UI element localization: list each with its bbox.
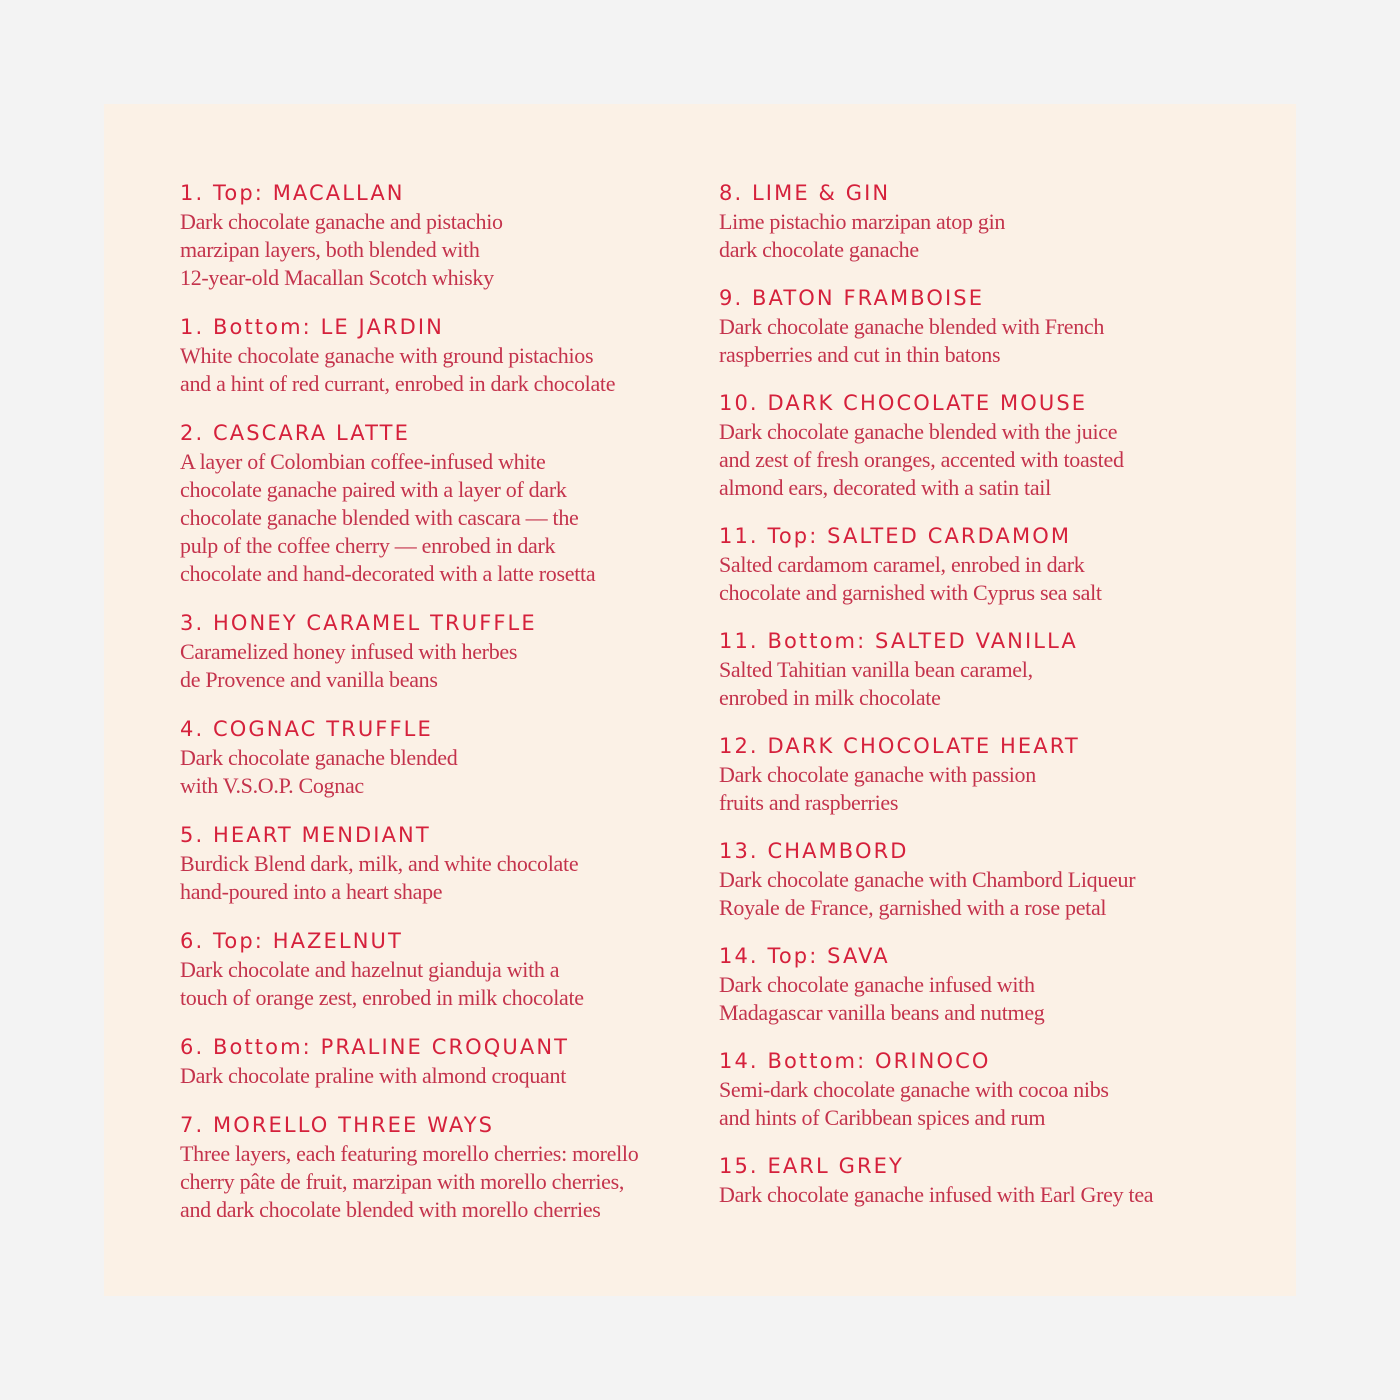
- description-line: Three layers, each featuring morello cherries: morello: [180, 1141, 639, 1166]
- description-line: Salted Tahitian vanilla bean caramel,: [719, 657, 1033, 682]
- chocolate-title: 10. DARK CHOCOLATE MOUSE: [719, 391, 1088, 415]
- chocolate-description: [719, 1181, 1239, 1209]
- chocolate-item-3-honey-caramel-truffle: [180, 610, 700, 694]
- chocolate-description: [719, 761, 1239, 817]
- chocolate-item-1-top-macallan: [180, 180, 700, 292]
- chocolate-item-7-morello-three-ways: [180, 1112, 700, 1224]
- description-line: Dark chocolate ganache blended with French: [719, 314, 1105, 339]
- chocolate-description: [719, 971, 1239, 1027]
- chocolate-description: [180, 448, 700, 588]
- description-line: almond ears, decorated with a satin tail: [719, 475, 1051, 500]
- description-line: and zest of fresh oranges, accented with toasted: [719, 447, 1124, 472]
- description-line: Dark chocolate ganache and pistachio: [180, 209, 503, 234]
- chocolate-title: 13. CHAMBORD: [719, 839, 909, 863]
- description-line: Caramelized honey infused with herbes: [180, 639, 518, 664]
- description-line: Royale de France, garnished with a rose petal: [719, 895, 1107, 920]
- chocolate-title: 7. MORELLO THREE WAYS: [180, 1113, 495, 1137]
- description-line: chocolate ganache blended with cascara — the: [180, 505, 579, 530]
- chocolate-title: 5. HEART MENDIANT: [180, 823, 431, 847]
- chocolate-description: [719, 551, 1239, 607]
- chocolate-description: [180, 744, 700, 800]
- description-line: enrobed in milk chocolate: [719, 685, 941, 710]
- chocolate-title: 4. COGNAC TRUFFLE: [180, 717, 433, 741]
- description-line: raspberries and cut in thin batons: [719, 342, 1001, 367]
- description-line: Dark chocolate ganache with passion: [719, 762, 1036, 787]
- chocolate-description: [719, 656, 1239, 712]
- chocolate-item-9-baton-framboise: [719, 285, 1239, 369]
- description-line: Burdick Blend dark, milk, and white chocolate: [180, 851, 579, 876]
- chocolate-description: [180, 1062, 700, 1090]
- chocolate-description: [180, 638, 700, 694]
- chocolate-description: [719, 866, 1239, 922]
- chocolate-description: [719, 208, 1239, 264]
- chocolate-title: 11. Top: SALTED CARDAMOM: [719, 524, 1072, 548]
- chocolate-title: 14. Bottom: ORINOCO: [719, 1049, 991, 1073]
- description-line: Dark chocolate ganache infused with: [719, 972, 1035, 997]
- description-line: pulp of the coffee cherry — enrobed in dark: [180, 533, 556, 558]
- description-line: hand-poured into a heart shape: [180, 879, 443, 904]
- chocolate-title: 1. Bottom: LE JARDIN: [180, 315, 444, 339]
- description-line: Dark chocolate ganache infused with Earl Grey tea: [719, 1182, 1154, 1207]
- chocolate-description: [180, 342, 700, 398]
- chocolate-title: 3. HONEY CARAMEL TRUFFLE: [180, 611, 537, 635]
- menu-card: [104, 104, 1296, 1296]
- description-line: Lime pistachio marzipan atop gin: [719, 209, 1006, 234]
- chocolate-title: 14. Top: SAVA: [719, 944, 890, 968]
- description-line: dark chocolate ganache: [719, 237, 919, 262]
- description-line: White chocolate ganache with ground pistachios: [180, 343, 594, 368]
- chocolate-title: 2. CASCARA LATTE: [180, 421, 410, 445]
- chocolate-title: 8. LIME & GIN: [719, 181, 891, 205]
- chocolate-description: [180, 1140, 700, 1224]
- chocolate-item-6-top-hazelnut: [180, 928, 700, 1012]
- chocolate-item-1-bottom-le-jardin: [180, 314, 700, 398]
- chocolate-item-8-lime-gin: [719, 180, 1239, 264]
- description-line: Madagascar vanilla beans and nutmeg: [719, 1000, 1045, 1025]
- description-line: Salted cardamom caramel, enrobed in dark: [719, 552, 1085, 577]
- description-line: Dark chocolate and hazelnut gianduja with a: [180, 957, 560, 982]
- chocolate-title: 6. Top: HAZELNUT: [180, 929, 403, 953]
- right-column: [719, 180, 1239, 1209]
- description-line: and a hint of red currant, enrobed in dark chocolate: [180, 371, 616, 396]
- chocolate-title: 6. Bottom: PRALINE CROQUANT: [180, 1035, 570, 1059]
- chocolate-description: [180, 850, 700, 906]
- description-line: Dark chocolate ganache with Chambord Liqueur: [719, 867, 1136, 892]
- description-line: and dark chocolate blended with morello cherries: [180, 1197, 601, 1222]
- chocolate-item-11-bottom-salted-vanilla: [719, 628, 1239, 712]
- description-line: Dark chocolate ganache blended: [180, 745, 458, 770]
- chocolate-description: [719, 1076, 1239, 1132]
- chocolate-item-13-chambord: [719, 838, 1239, 922]
- description-line: A layer of Colombian coffee-infused white: [180, 449, 546, 474]
- description-line: and hints of Caribbean spices and rum: [719, 1105, 1046, 1130]
- chocolate-item-15-earl-grey: [719, 1153, 1239, 1209]
- chocolate-item-5-heart-mendiant: [180, 822, 700, 906]
- chocolate-item-4-cognac-truffle: [180, 716, 700, 800]
- left-column: [180, 180, 700, 1224]
- chocolate-item-14-bottom-orinoco: [719, 1048, 1239, 1132]
- description-line: Semi-dark chocolate ganache with cocoa nibs: [719, 1077, 1109, 1102]
- description-line: touch of orange zest, enrobed in milk chocolate: [180, 985, 584, 1010]
- chocolate-item-2-cascara-latte: [180, 420, 700, 588]
- chocolate-title: 9. BATON FRAMBOISE: [719, 286, 985, 310]
- description-line: chocolate ganache paired with a layer of dark: [180, 477, 567, 502]
- description-line: marzipan layers, both blended with: [180, 237, 480, 262]
- description-line: Dark chocolate ganache blended with the juice: [719, 419, 1118, 444]
- description-line: de Provence and vanilla beans: [180, 667, 438, 692]
- chocolate-description: [180, 208, 700, 292]
- chocolate-description: [180, 956, 700, 1012]
- chocolate-title: 12. DARK CHOCOLATE HEART: [719, 734, 1080, 758]
- chocolate-item-6-bottom-praline-croquant: [180, 1034, 700, 1090]
- chocolate-description: [719, 418, 1239, 502]
- chocolate-item-10-dark-chocolate-mouse: [719, 390, 1239, 502]
- chocolate-title: 15. EARL GREY: [719, 1154, 904, 1178]
- chocolate-item-11-top-salted-cardamom: [719, 523, 1239, 607]
- description-line: with V.S.O.P. Cognac: [180, 773, 364, 798]
- description-line: Dark chocolate praline with almond croquant: [180, 1063, 567, 1088]
- chocolate-title: 1. Top: MACALLAN: [180, 181, 405, 205]
- chocolate-description: [719, 313, 1239, 369]
- chocolate-item-12-dark-chocolate-heart: [719, 733, 1239, 817]
- chocolate-title: 11. Bottom: SALTED VANILLA: [719, 629, 1078, 653]
- description-line: 12-year-old Macallan Scotch whisky: [180, 265, 494, 290]
- chocolate-item-14-top-sava: [719, 943, 1239, 1027]
- description-line: fruits and raspberries: [719, 790, 899, 815]
- description-line: chocolate and garnished with Cyprus sea salt: [719, 580, 1102, 605]
- description-line: cherry pâte de fruit, marzipan with morello cherries,: [180, 1169, 625, 1194]
- description-line: chocolate and hand-decorated with a latte rosetta: [180, 561, 596, 586]
